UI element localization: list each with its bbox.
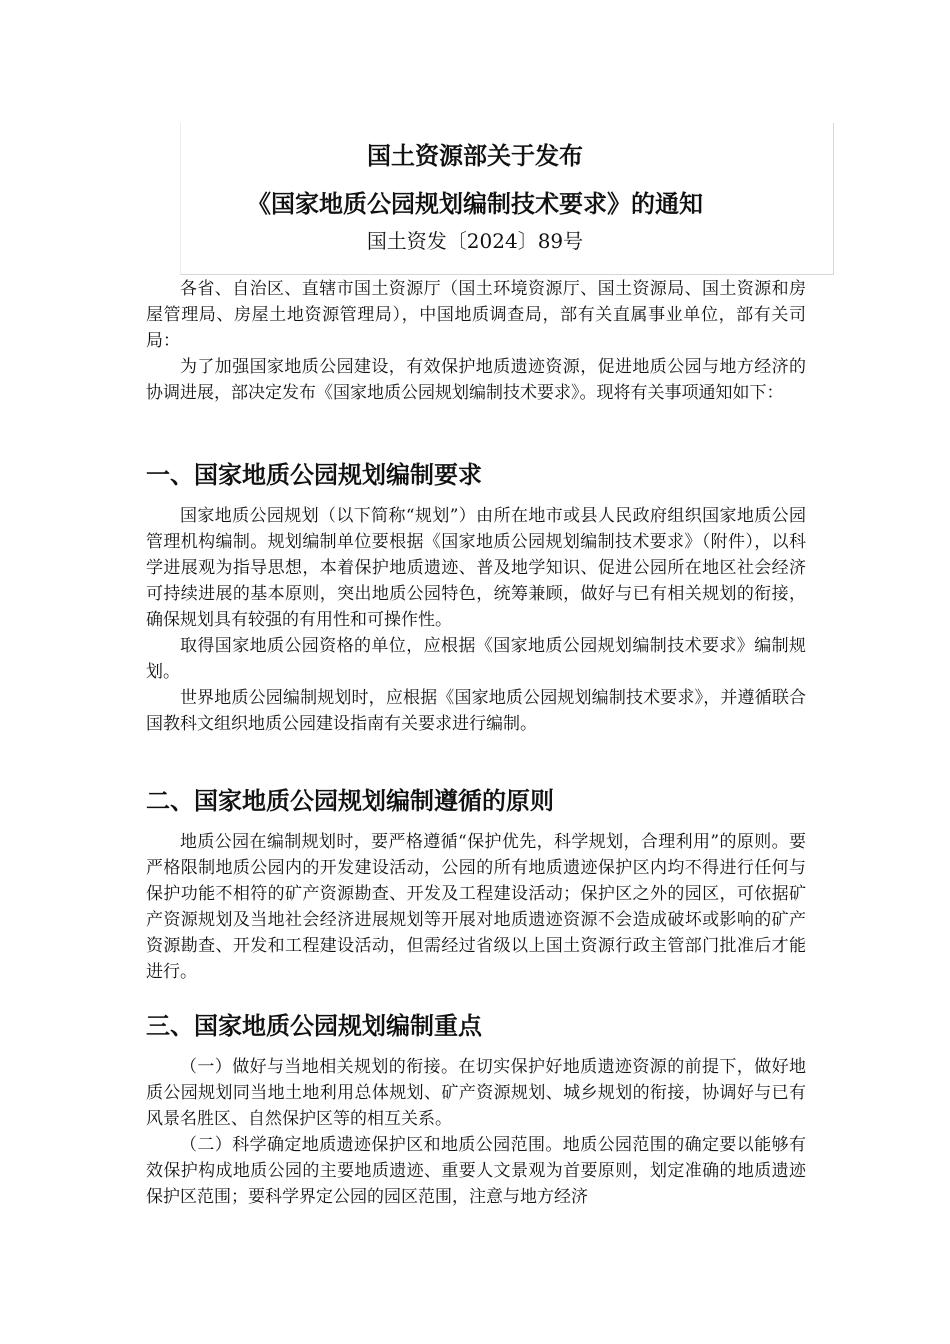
section-2-body [146, 829, 806, 985]
section-paragraph: 国家地质公园规划（以下简称“规划”）由所在地市或县人民政府组织国家地质公园管理机构编制。规划编制单位要根据《国家地质公园规划编制技术要求》（附件），以科学进展观为指导思想，本着保护地质遗迹、普及地学知识、促进公园所在地区社会经济可持续进展的基本原则，突出地质公园特色，统筹兼顾，做好与已有相关规划的衔接，确保规划具有较强的有用性和可操作性。 [146, 506, 806, 630]
notice-title-line1: 国土资源部关于发布 [367, 142, 583, 170]
section-heading-3: 三、国家地质公园规划编制重点 [146, 1012, 482, 1040]
intro-block [146, 276, 806, 406]
section-paragraph: 取得国家地质公园资格的单位，应根据《国家地质公园规划编制技术要求》编制规划。 [146, 636, 806, 682]
document-number: 国土资发〔2024〕89号 [366, 229, 584, 253]
notice-title-line2: 《国家地质公园规划编制技术要求》的通知 [247, 190, 703, 218]
section-1-body [146, 503, 806, 737]
section-paragraph: （二）科学确定地质遗迹保护区和地质公园范围。地质公园范围的确定要以能够有效保护构成地质公园的主要地质遗迹、重要人文景观为首要原则，划定准确的地质遗迹保护区范围；要科学界定公园的园区范围，注意与地方经济 [146, 1135, 806, 1207]
section-paragraph: （一）做好与当地相关规划的衔接。在切实保护好地质遗迹资源的前提下，做好地质公园规划同当地土地利用总体规划、矿产资源规划、城乡规划的衔接，协调好与已有风景名胜区、自然保护区等的相互关系。 [146, 1057, 806, 1129]
intro-paragraph: 各省、自治区、直辖市国土资源厅（国土环境资源厅、国土资源局、国土资源和房屋管理局、房屋土地资源管理局），中国地质调查局，部有关直属事业单位，部有关司局： [146, 279, 806, 351]
section-heading-1: 一、国家地质公园规划编制要求 [146, 461, 482, 489]
section-paragraph: 世界地质公园编制规划时，应根据《国家地质公园规划编制技术要求》，并遵循联合国教科文组织地质公园建设指南有关要求进行编制。 [146, 688, 806, 734]
section-heading-2: 二、国家地质公园规划编制遵循的原则 [146, 787, 554, 815]
section-paragraph: 地质公园在编制规划时，要严格遵循“保护优先，科学规划，合理利用”的原则。要严格限制地质公园内的开发建设活动，公园的所有地质遗迹保护区内均不得进行任何与保护功能不相符的矿产资源勘查、开发及工程建设活动；保护区之外的园区，可依据矿产资源规划及当地社会经济进展规划等开展对地质遗迹资源不会造成破坏或影响的矿产资源勘查、开发和工程建设活动，但需经过省级以上国土资源行政主管部门批准后才能进行。 [146, 832, 806, 982]
intro-paragraph: 为了加强国家地质公园建设，有效保护地质遗迹资源，促进地质公园与地方经济的协调进展，部决定发布《国家地质公园规划编制技术要求》。现将有关事项通知如下： [146, 357, 806, 403]
section-3-body [146, 1054, 806, 1210]
